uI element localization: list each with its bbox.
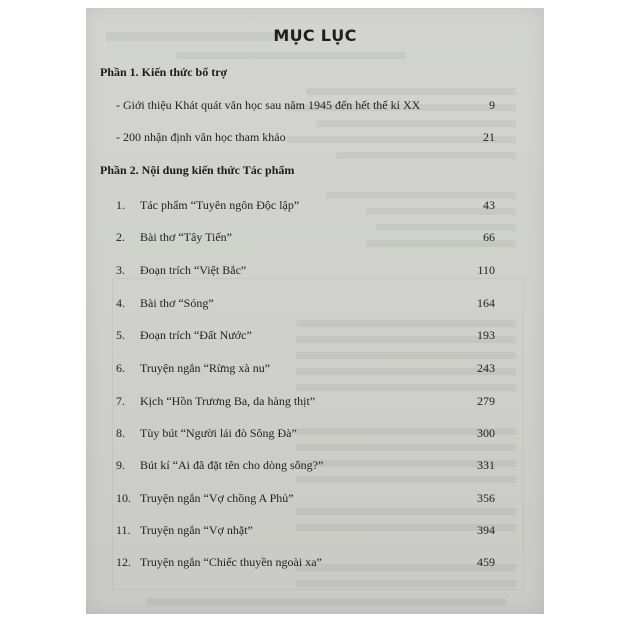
toc-entry-title: Bài thơ “Tây Tiến” — [140, 230, 233, 244]
toc-entry-number: 11. — [116, 523, 131, 537]
toc-entry-title: Truyện ngắn “Rừng xà nu” — [140, 361, 271, 375]
toc-entry-page: 394 — [477, 523, 495, 537]
toc-entry-page: 300 — [477, 426, 495, 440]
toc-entry[interactable] — [86, 523, 544, 543]
toc-entry-number: 1. — [116, 198, 125, 212]
part1-heading[interactable]: Phần 1. Kiến thức bổ trợ — [100, 65, 228, 79]
toc-entry-title: Đoạn trích “Việt Bắc” — [140, 263, 247, 277]
toc-entry-title: Truyện ngắn “Vợ chồng A Phủ” — [140, 491, 294, 505]
book-page — [86, 8, 544, 614]
toc-entry-page: 279 — [477, 394, 495, 408]
part2-heading[interactable]: Phần 2. Nội dung kiến thức Tác phẩm — [100, 163, 295, 177]
toc-entry-page: 459 — [477, 555, 495, 569]
toc-entry[interactable] — [86, 426, 544, 446]
toc-entry[interactable] — [86, 98, 544, 118]
toc-entry-title: Tác phẩm “Tuyên ngôn Độc lập” — [140, 198, 300, 212]
toc-entry-title: Kịch “Hồn Trương Ba, da hàng thịt” — [140, 394, 316, 408]
toc-entry-page: 21 — [483, 130, 495, 144]
toc-entry[interactable] — [86, 328, 544, 348]
toc-entry[interactable] — [86, 394, 544, 414]
toc-entry-page: 193 — [477, 328, 495, 342]
toc-entry-number: 12. — [116, 555, 131, 569]
toc-entry-page: 43 — [483, 198, 495, 212]
toc-entry-page: 110 — [477, 263, 495, 277]
toc-entry[interactable] — [86, 361, 544, 381]
toc-entry[interactable] — [86, 198, 544, 218]
toc-entry[interactable] — [86, 491, 544, 511]
toc-title: MỤC LỤC — [273, 26, 357, 45]
toc-entry-page: 66 — [483, 230, 495, 244]
toc-entry[interactable] — [86, 263, 544, 283]
toc-entry-number: 2. — [116, 230, 125, 244]
toc-entry-title: Bài thơ “Sóng” — [140, 296, 214, 310]
toc-entry-number: 8. — [116, 426, 125, 440]
toc-entry[interactable] — [86, 555, 544, 575]
toc-entry-number: 4. — [116, 296, 125, 310]
toc-entry-title: Đoạn trích “Đất Nước” — [140, 328, 252, 342]
toc-entry-number: 3. — [116, 263, 125, 277]
toc-entry-title: Bút kí “Ai đã đặt tên cho dòng sông?” — [140, 458, 324, 472]
toc-entry-page: 164 — [477, 296, 495, 310]
toc-entry-title: Truyện ngắn “Chiếc thuyền ngoài xa” — [140, 555, 322, 569]
toc-entry-page: 243 — [477, 361, 495, 375]
toc-entry[interactable] — [86, 230, 544, 250]
toc-entry-number: 5. — [116, 328, 125, 342]
toc-entry[interactable] — [86, 296, 544, 316]
toc-entry-page: 9 — [489, 98, 495, 112]
toc-entry-title: - Giới thiệu Khát quát văn học sau năm 1945 đến hết thế kỉ XX — [116, 98, 421, 112]
toc-entry-number: 10. — [116, 491, 131, 505]
toc-entry-title: Tùy bút “Người lái đò Sông Đà” — [140, 426, 297, 440]
toc-entry-title: Truyện ngắn “Vợ nhặt” — [140, 523, 253, 537]
toc-entry-number: 6. — [116, 361, 125, 375]
toc-entry-number: 7. — [116, 394, 125, 408]
toc-entry-page: 331 — [477, 458, 495, 472]
toc-entry-title: - 200 nhận định văn học tham khảo — [116, 130, 286, 144]
toc-entry-number: 9. — [116, 458, 125, 472]
toc-entry[interactable] — [86, 130, 544, 150]
toc-entry-page: 356 — [477, 491, 495, 505]
toc-entry[interactable] — [86, 458, 544, 478]
